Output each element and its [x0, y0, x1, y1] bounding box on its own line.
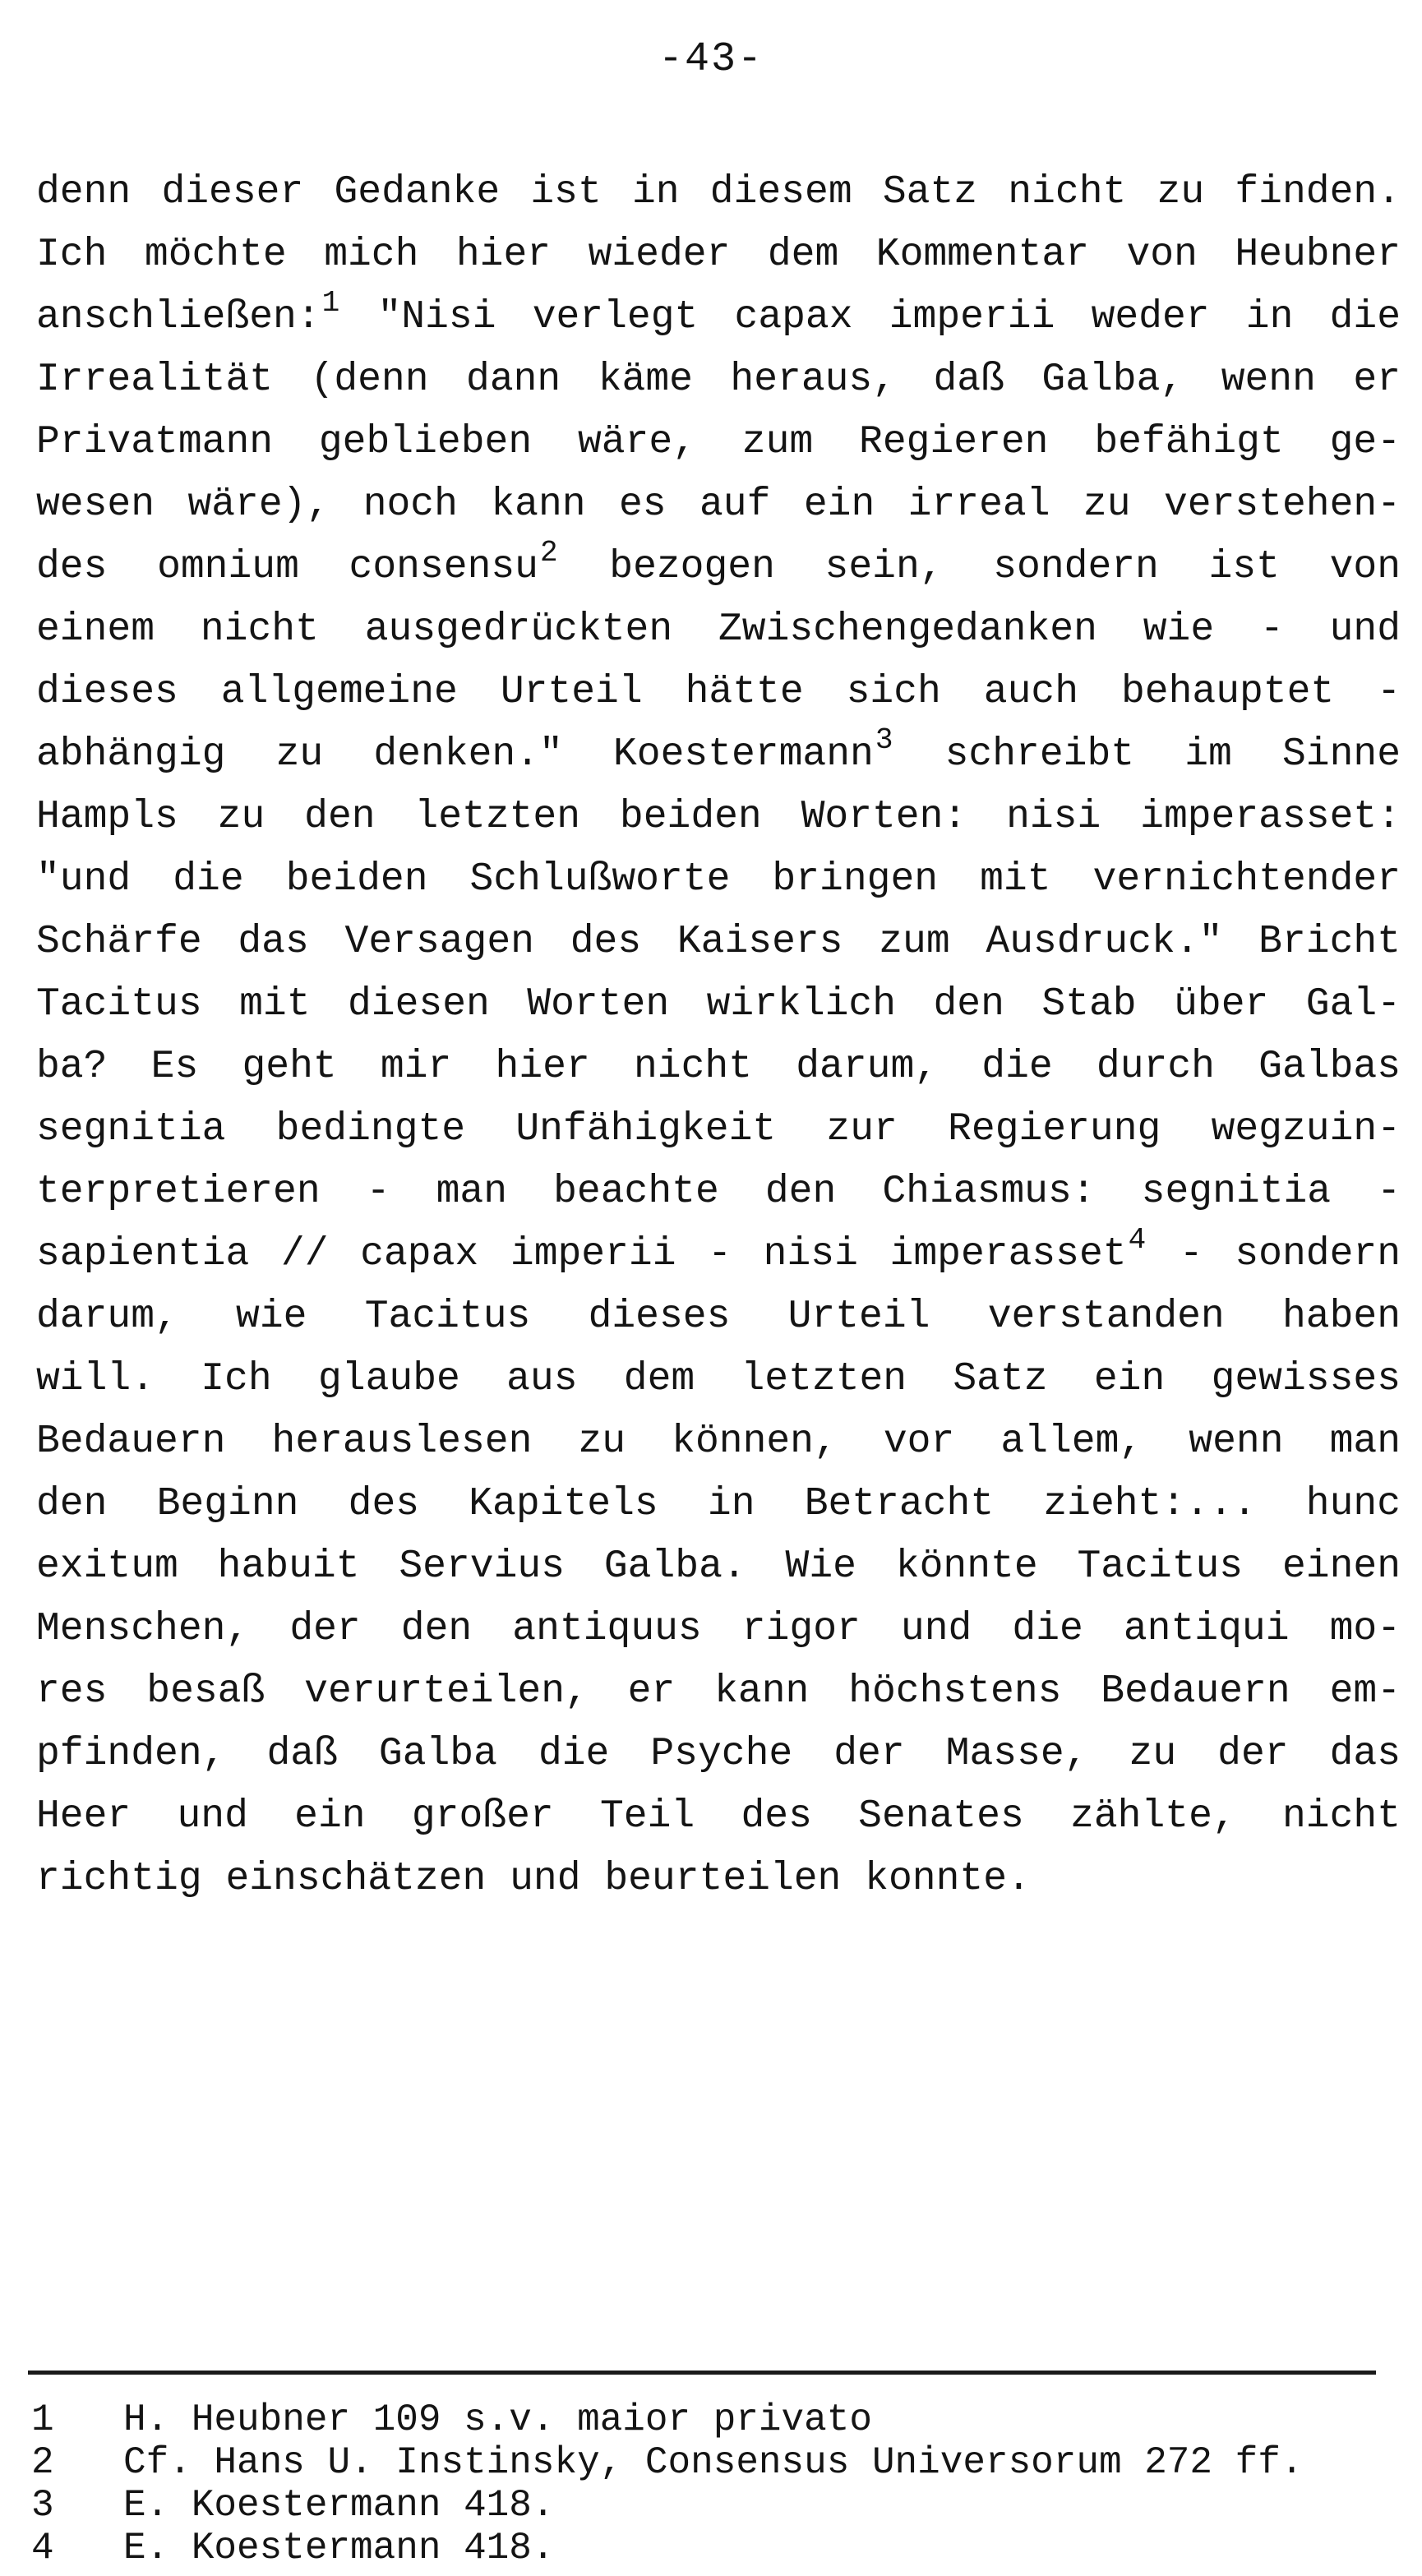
text-line — [36, 1410, 1401, 1473]
footnote-text: E. Koestermann 418. — [123, 2527, 555, 2569]
footnotes-section — [31, 2398, 1396, 2569]
text-line — [36, 848, 1401, 911]
text-line-content: res besaß verurteilen, er kann höchstens Bedauern em- — [36, 1669, 1401, 1714]
text-line-content: "Nisi verlegt capax imperii weder in die — [377, 295, 1401, 339]
text-line-content: dieses allgemeine Urteil hätte sich auch behauptet - — [36, 670, 1401, 714]
text-line-content: darum, wie Tacitus dieses Urteil verstanden haben — [36, 1295, 1401, 1339]
text-line-content: Ich möchte mich hier wieder dem Kommentar von Heubner — [36, 233, 1401, 277]
text-line-content: - sondern — [1179, 1232, 1401, 1276]
text-line — [36, 224, 1401, 286]
text-line — [36, 661, 1401, 723]
text-line — [36, 473, 1401, 536]
text-line-content: den Beginn des Kapitels in Betracht zieht:... hunc — [36, 1482, 1401, 1526]
text-line — [36, 1223, 1401, 1286]
text-line-content: sapientia // capax imperii - nisi imperasset — [36, 1232, 1127, 1276]
text-line-content: bezogen sein, sondern ist von — [609, 545, 1401, 589]
text-line-content: segnitia bedingte Unfähigkeit zur Regierung wegzuin- — [36, 1107, 1401, 1152]
text-line — [36, 911, 1401, 973]
footnote-ref-4: 4 — [1128, 1223, 1147, 1258]
text-line — [36, 1098, 1401, 1161]
text-line — [36, 1473, 1401, 1535]
footnote-ref-1: 1 — [321, 286, 340, 321]
text-line-content: terpretieren - man beachte den Chiasmus: segnitia - — [36, 1170, 1401, 1214]
text-line-content: wesen wäre), noch kann es auf ein irreal zu verstehen- — [36, 482, 1401, 527]
text-line-content: pfinden, daß Galba die Psyche der Masse, zu der das — [36, 1732, 1401, 1776]
footnote-ref-3: 3 — [875, 723, 893, 758]
footnote-item — [31, 2484, 1396, 2527]
text-line — [36, 1723, 1401, 1785]
footnote-number: 4 — [31, 2527, 54, 2569]
text-line-content: Bedauern herauslesen zu können, vor allem, wenn man — [36, 1420, 1401, 1464]
text-line-content: anschließen: — [36, 295, 321, 339]
text-line-content: Irrealität (denn dann käme heraus, daß Galba, wenn er — [36, 358, 1401, 402]
text-line — [36, 286, 1401, 349]
text-line — [36, 161, 1401, 224]
footnote-number: 2 — [31, 2441, 54, 2484]
text-line-content: Tacitus mit diesen Worten wirklich den Stab über Gal- — [36, 982, 1401, 1027]
text-line — [36, 1535, 1401, 1598]
text-line — [36, 1848, 1401, 1910]
footnote-text: Cf. Hans U. Instinsky, Consensus Universorum 272 ff. — [123, 2441, 1304, 2484]
text-line-content: Menschen, der den antiquus rigor und die antiqui mo- — [36, 1607, 1401, 1651]
body-paragraph — [36, 161, 1401, 1910]
text-line — [36, 1036, 1401, 1098]
text-line — [36, 598, 1401, 661]
text-line-content: Privatmann geblieben wäre, zum Regieren befähigt ge- — [36, 420, 1401, 464]
text-line-content: Heer und ein großer Teil des Senates zählte, nicht — [36, 1794, 1401, 1839]
text-line-content: des omnium consensu — [36, 545, 538, 589]
text-line-content: ba? Es geht mir hier nicht darum, die durch Galbas — [36, 1045, 1401, 1089]
footnote-item — [31, 2441, 1396, 2484]
footnote-item — [31, 2527, 1396, 2569]
text-line — [36, 1598, 1401, 1660]
footnote-text: H. Heubner 109 s.v. maior privato — [123, 2398, 872, 2441]
text-line — [36, 1286, 1401, 1348]
footnote-divider — [28, 2371, 1376, 2375]
text-line-content: denn dieser Gedanke ist in diesem Satz nicht zu finden. — [36, 170, 1401, 215]
text-line — [36, 349, 1401, 411]
text-line — [36, 1660, 1401, 1723]
text-line-content: "und die beiden Schlußworte bringen mit vernichtender — [36, 857, 1401, 902]
text-line — [36, 1348, 1401, 1410]
text-line-content: schreibt im Sinne — [944, 732, 1401, 777]
text-line-content: Schärfe das Versagen des Kaisers zum Ausdruck." Bricht — [36, 920, 1401, 964]
footnote-item — [31, 2398, 1396, 2441]
text-line — [36, 786, 1401, 848]
footnote-number: 3 — [31, 2484, 54, 2527]
text-line-content: abhängig zu denken." Koestermann — [36, 732, 874, 777]
text-line — [36, 411, 1401, 473]
text-line — [36, 723, 1401, 786]
text-line-content: richtig einschätzen und beurteilen konnte. — [36, 1857, 1031, 1901]
page-number: -43- — [658, 36, 764, 83]
text-line — [36, 1161, 1401, 1223]
text-line-content: einem nicht ausgedrückten Zwischengedanken wie - und — [36, 607, 1401, 652]
text-line-content: Hampls zu den letzten beiden Worten: nisi imperasset: — [36, 795, 1401, 839]
footnote-number: 1 — [31, 2398, 54, 2441]
text-line — [36, 536, 1401, 598]
text-line-content: exitum habuit Servius Galba. Wie könnte Tacitus einen — [36, 1544, 1401, 1589]
text-line-content: will. Ich glaube aus dem letzten Satz ein gewisses — [36, 1357, 1401, 1401]
footnote-ref-2: 2 — [540, 536, 558, 570]
text-line — [36, 973, 1401, 1036]
text-line — [36, 1785, 1401, 1848]
footnote-text: E. Koestermann 418. — [123, 2484, 555, 2527]
